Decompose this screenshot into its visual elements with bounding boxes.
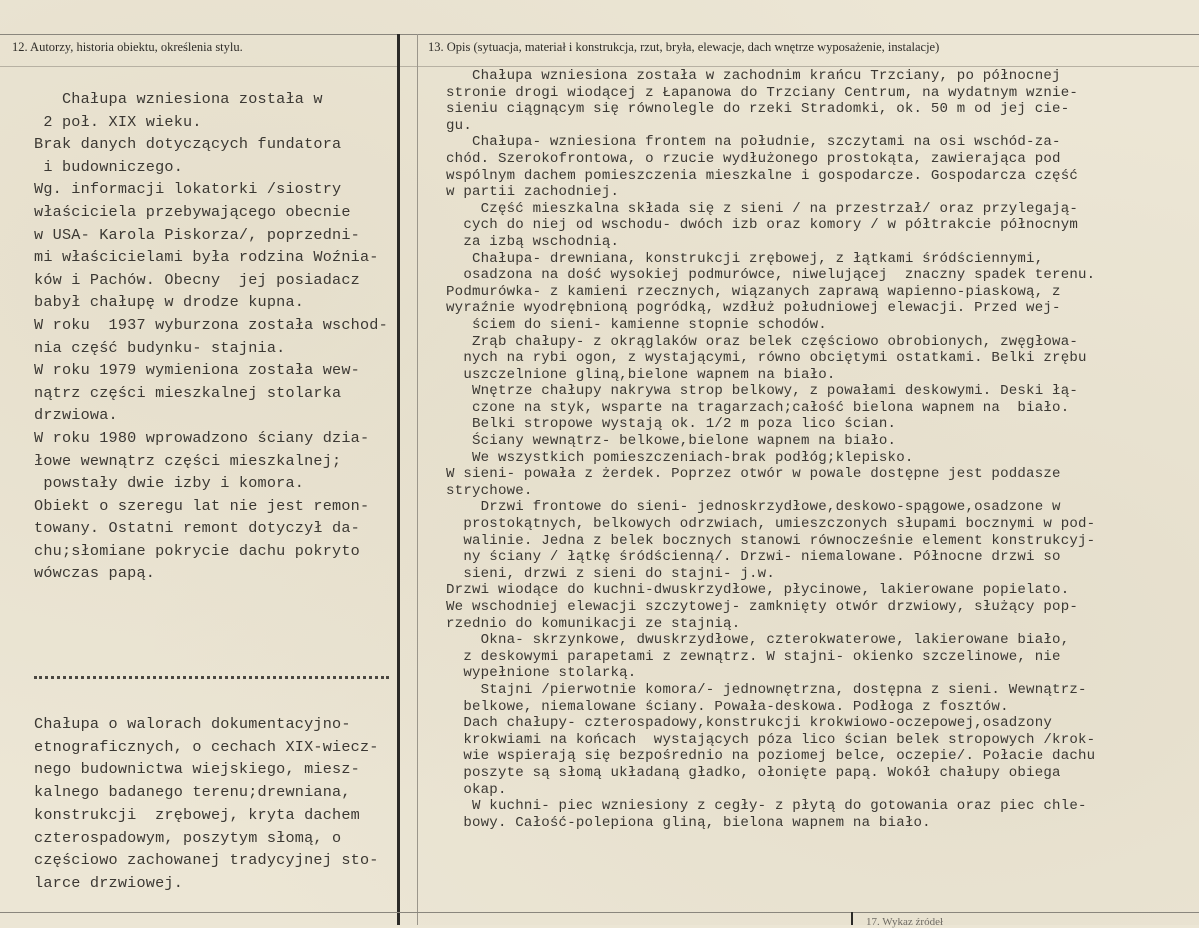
typed-dashed-separator bbox=[34, 676, 389, 679]
column-divider-thin bbox=[417, 34, 418, 925]
column-divider bbox=[397, 34, 400, 925]
section-13-header: 13. Opis (sytuacja, materiał i konstrukcja, rzut, bryła, elewacje, dach wnętrze wyposażenie, instalacje) bbox=[428, 40, 940, 54]
description-typed-text: Chałupa wzniesiona została w zachodnim krańcu Trzciany, po północnej stronie drogi wiodącej z Łapanowa do Trzciany Centrum, na wydatnym wznie- sieniu ciągnącym się równolegle do rzeki Stradomki, ok. 50 m od jej cie- gu. Chałupa- wzniesiona frontem na południe, szczytami na osi wschód-za- chód. Szerokofrontowa, o rzucie wydłużonego prostokąta, zawierająca pod wspólnym dachem pomieszczenia mieszkalne i gospodarcze. Gospodarcza część w partii zachodniej. Część mieszkalna składa się z sieni / na przestrzał/ oraz przylegają- cych do niej od wschodu- dwóch izb oraz komory / w półtrakcie północnym za izbą wschodnią. Chałupa- drewniana, konstrukcji zrębowej, z łątkami śródściennymi, osadzona na dość wysokiej podmurówce, niwelującej znaczny spadek terenu. Podmurówka- z kamieni rzecznych, wiązanych zaprawą wapienno-piaskową, z wyraźnie wyodrębnioną pogródką, wzdłuż południowej elewacji. Przed wej- ściem do sieni- kamienne stopnie schodów. Zrąb chałupy- z okrąglaków oraz belek częściowo obrobionych, zwęgłowa- nych na rybi ogon, z wystającymi, równo obciętymi ostatkami. Belki zrębu uszczelnione gliną,bielone wapnem na biało. Wnętrze chałupy nakrywa strop belkowy, z powałami deskowymi. Deski łą- czone na styk, wsparte na tragarzach;całość bielona wapnem na biało. Belki stropowe wystają ok. 1/2 m poza lico ścian. Ściany wewnątrz- belkowe,bielone wapnem na biało. We wszystkich pomieszczeniach-brak podłóg;klepisko. W sieni- powała z żerdek. Poprzez otwór w powale dostępne jest poddasze strychowe. Drzwi frontowe do sieni- jednoskrzydłowe,deskowo-spągowe,osadzone w prostokątnych, belkowych odrzwiach, umieszczonych słupami bocznymi w pod- walinie. Jedna z belek bocznych stanowi równocześnie element konstrukcyj- ny ściany / łątkę śródścienną/. Drzwi- niemalowane. Północne drzwi so sieni, drzwi z sieni do stajni- j.w. Drzwi wiodące do kuchni-dwuskrzydłowe, płycinowe, lakierowane popielato. We wschodniej elewacji szczytowej- zamknięty otwór drzwiowy, służący pop- rzednio do komunikacji ze stajnią. Okna- skrzynkowe, dwuskrzydłowe, czterokwaterowe, lakierowane biało, z deskowymi parapetami z zewnątrz. W stajni- okienko szczelinowe, nie wypełnione stolarką. Stajni /pierwotnie komora/- jednownętrzna, dostępna z sieni. Wewnątrz- belkowe, niemalowane ściany. Powała-deskowa. Podłoga z fosztów. Dach chałupy- czterospadowy,konstrukcji krokwiowo-oczepowej,osadzony krokwiami na końcach wystających póza lico ścian belek stropowych /krok- wie wspierają się bezpośrednio na poziomej belce, oczepie/. Połacie dachu poszyte są słomą układaną gładko, ołonięte papą. Wokół chałupy obiega okap. W kuchni- piec wzniesiony z cegły- z płytą do gotowania oraz piec chle- bowy. Całość-polepiona gliną, bielona wapnem na biało. bbox=[446, 68, 1096, 831]
history-typed-text: Chałupa wzniesiona została w 2 poł. XIX wieku. Brak danych dotyczących fundatora i budowniczego. Wg. informacji lokatorki /siostry właściciela przebywającego obecnie w USA- Karola Piskorza/, poprzedni- mi właścicielami była rodzina Woźnia- ków i Pachów. Obecny jej posiadacz babył chałupę w drodze kupna. W roku 1937 wyburzona została wschod- nia część budynku- stajnia. W roku 1979 wymieniona została wew- nątrz części mieszkalnej stolarka drzwiowa. W roku 1980 wprowadzono ściany dzia- łowe wewnątrz części mieszkalnej; powstały dwie izby i komora. Obiekt o szeregu lat nie jest remon- towany. Ostatni remont dotyczył da- chu;słomiane pokrycie dachu pokryto wówczas papą. bbox=[34, 90, 388, 583]
bottom-cell-divider bbox=[851, 912, 853, 925]
assessment-typed-text: Chałupa o walorach dokumentacyjno- etnograficznych, o cechach XIX-wiecz- nego budownictwa wiejskiego, miesz- kalnego badanego terenu;drewniana, konstrukcji zrębowej, kryta dachem czterospadowym, poszytym słomą, o częściowo zachowanej tradycyjnej sto- larce drzwiowej. bbox=[34, 715, 379, 892]
form-header-border bbox=[0, 66, 1199, 67]
form-top-border bbox=[0, 34, 1199, 35]
next-section-header-cut-off: 17. Wykaz źródeł bbox=[866, 916, 944, 928]
form-bottom-border bbox=[0, 912, 1199, 913]
section-12-header: 12. Autorzy, historia obiektu, określenia stylu. bbox=[12, 40, 243, 54]
